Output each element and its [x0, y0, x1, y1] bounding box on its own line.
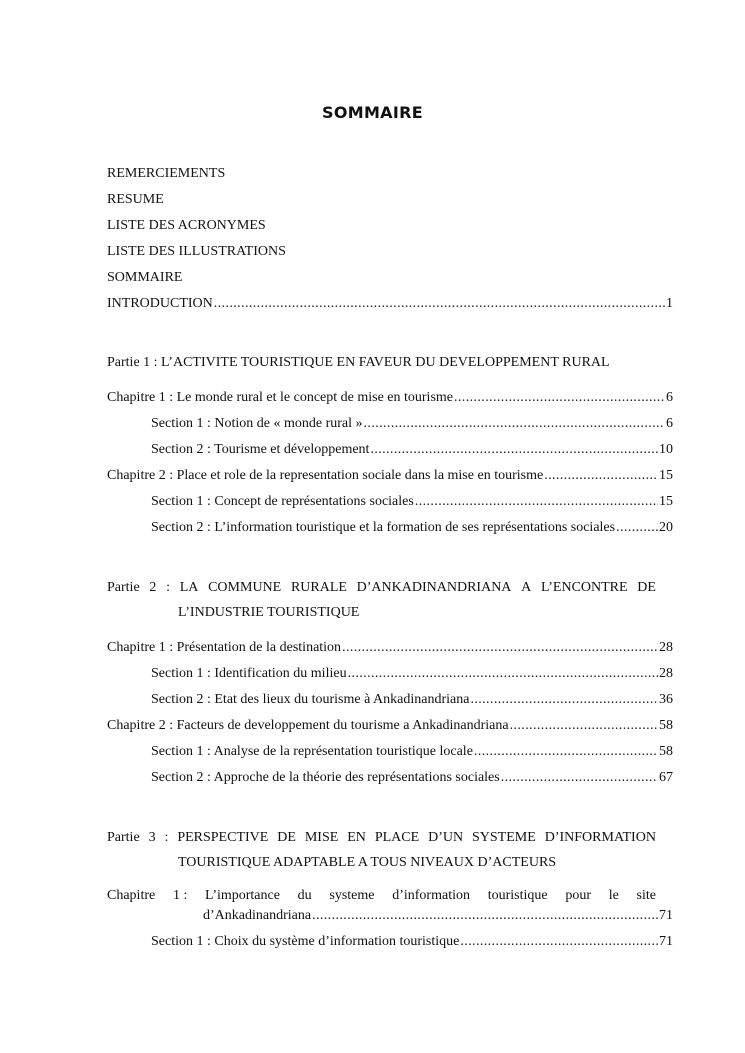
toc-entry-label: Section 2 : Approche de la théorie des représentations sociales — [151, 770, 500, 785]
toc-section — [151, 519, 673, 537]
chapter-word: systeme — [329, 888, 375, 903]
leader-dots — [348, 665, 658, 683]
toc-chapter — [107, 467, 673, 485]
toc-section — [151, 933, 673, 951]
toc-entry-page: 58 — [659, 718, 673, 733]
toc-entry-label: Chapitre 1 : Le monde rural et le concept de mise en tourisme — [107, 390, 453, 405]
toc-entry-page: 20 — [659, 520, 673, 535]
heading-word: Partie — [107, 830, 140, 845]
chapter-word: d’information — [392, 888, 470, 903]
leader-dots — [454, 389, 665, 407]
toc-chapter-line2 — [203, 907, 673, 925]
front-matter-sommaire: SOMMAIRE — [107, 270, 183, 285]
leader-dots — [470, 691, 658, 709]
heading-word: D’INFORMATION — [544, 830, 656, 845]
toc-entry-page: 71 — [659, 934, 673, 949]
toc-section — [151, 415, 673, 433]
part-3-heading-line2: TOURISTIQUE ADAPTABLE A TOUS NIVEAUX D’ACTEURS — [178, 855, 557, 870]
toc-entry-label: Section 1 : Concept de représentations sociales — [151, 494, 414, 509]
heading-word: RURALE — [290, 580, 347, 595]
leader-dots — [510, 717, 658, 735]
toc-chapter — [107, 389, 673, 407]
part-2-heading — [107, 579, 673, 597]
heading-word: DE — [277, 830, 296, 845]
leader-dots — [214, 295, 665, 313]
heading-word: DE — [637, 580, 656, 595]
heading-word: PLACE — [374, 830, 420, 845]
part-heading-justified — [107, 579, 656, 597]
toc-chapter — [107, 639, 673, 657]
heading-word: EN — [347, 830, 366, 845]
part-1-heading: Partie 1 : L’ACTIVITE TOURISTIQUE EN FAVEUR DU DEVELOPPEMENT RURAL — [107, 355, 610, 370]
heading-word: MISE — [304, 830, 339, 845]
toc-entry-label: Chapitre 2 : Place et role de la representation sociale dans la mise en tourisme — [107, 468, 544, 483]
toc-entry-label: INTRODUCTION — [107, 296, 213, 311]
heading-word: 2 — [149, 580, 157, 595]
chapter-word: pour — [565, 888, 591, 903]
heading-word: PERSPECTIVE — [177, 830, 269, 845]
front-matter-resume: RESUME — [107, 192, 164, 207]
heading-word: : — [166, 580, 170, 595]
toc-entry-label: d’Ankadinandriana — [203, 908, 312, 923]
toc-entry-label: Section 1 : Identification du milieu — [151, 666, 347, 681]
toc-entry-page: 28 — [659, 666, 673, 681]
toc-entry-introduction — [107, 295, 673, 313]
toc-chapter — [107, 717, 673, 735]
heading-word: Partie — [107, 580, 140, 595]
toc-chapter-line1 — [107, 887, 673, 905]
chapter-word: le — [608, 888, 619, 903]
toc-entry-label: Section 2 : Etat des lieux du tourisme à Ankadinandriana — [151, 692, 470, 707]
chapter-word: site — [636, 888, 656, 903]
heading-word: COMMUNE — [208, 580, 282, 595]
toc-entry-page: 6 — [666, 416, 673, 431]
toc-entry-page: 71 — [659, 908, 673, 923]
toc-entry-label: Section 1 : Notion de « monde rural » — [151, 416, 363, 431]
leader-dots — [616, 519, 658, 537]
leader-dots — [544, 467, 658, 485]
toc-entry-label: Section 1 : Choix du système d’information touristique — [151, 934, 460, 949]
leader-dots — [370, 441, 658, 459]
chapter-word: touristique — [487, 888, 548, 903]
heading-word: SYSTEME — [472, 830, 536, 845]
heading-word: : — [164, 830, 169, 845]
leader-dots — [501, 769, 658, 787]
page-title: SOMMAIRE — [322, 103, 423, 122]
toc-entry-label: Section 1 : Analyse de la représentation touristique locale — [151, 744, 473, 759]
toc-section — [151, 665, 673, 683]
leader-dots — [460, 933, 658, 951]
toc-section — [151, 441, 673, 459]
heading-word: 3 — [148, 830, 156, 845]
toc-entry-page: 58 — [659, 744, 673, 759]
toc-entry-page: 10 — [659, 442, 673, 457]
heading-word: D’ANKADINANDRIANA — [356, 580, 512, 595]
heading-word: LA — [179, 580, 199, 595]
heading-word: D’UN — [428, 830, 464, 845]
part-3-heading — [107, 829, 673, 847]
front-matter-acronymes: LISTE DES ACRONYMES — [107, 218, 266, 233]
leader-dots — [312, 907, 658, 925]
leader-dots — [415, 493, 658, 511]
chapter-word: Chapitre — [107, 888, 156, 903]
heading-word: L’ENCONTRE — [540, 580, 628, 595]
chapter-word: 1 : — [172, 888, 188, 903]
toc-entry-label: Chapitre 1 : Présentation de la destination — [107, 640, 342, 655]
toc-entry-page: 6 — [666, 390, 673, 405]
toc-entry-page: 28 — [659, 640, 673, 655]
part-heading-justified — [107, 829, 656, 847]
toc-entry-label: Section 2 : Tourisme et développement — [151, 442, 370, 457]
leader-dots — [342, 639, 658, 657]
heading-word: A — [521, 580, 532, 595]
chapter-word: du — [297, 888, 312, 903]
toc-entry-label: Chapitre 2 : Facteurs de developpement du tourisme a Ankadinandriana — [107, 718, 509, 733]
toc-entry-page: 15 — [659, 468, 673, 483]
toc-section — [151, 769, 673, 787]
chapter-word: L’importance — [205, 888, 280, 903]
leader-dots — [364, 415, 665, 433]
toc-section — [151, 743, 673, 761]
chapter-heading-justified — [107, 887, 656, 905]
toc-section — [151, 493, 673, 511]
toc-entry-page: 1 — [666, 296, 673, 311]
toc-entry-page: 15 — [659, 494, 673, 509]
part-2-heading-line2: L’INDUSTRIE TOURISTIQUE — [178, 605, 360, 620]
leader-dots — [474, 743, 658, 761]
front-matter-illustrations: LISTE DES ILLUSTRATIONS — [107, 244, 286, 259]
toc-entry-page: 67 — [659, 770, 673, 785]
toc-entry-page: 36 — [659, 692, 673, 707]
toc-section — [151, 691, 673, 709]
front-matter-remerciements: REMERCIEMENTS — [107, 166, 226, 181]
toc-entry-label: Section 2 : L’information touristique et la formation de ses représentations sociales — [151, 520, 616, 535]
